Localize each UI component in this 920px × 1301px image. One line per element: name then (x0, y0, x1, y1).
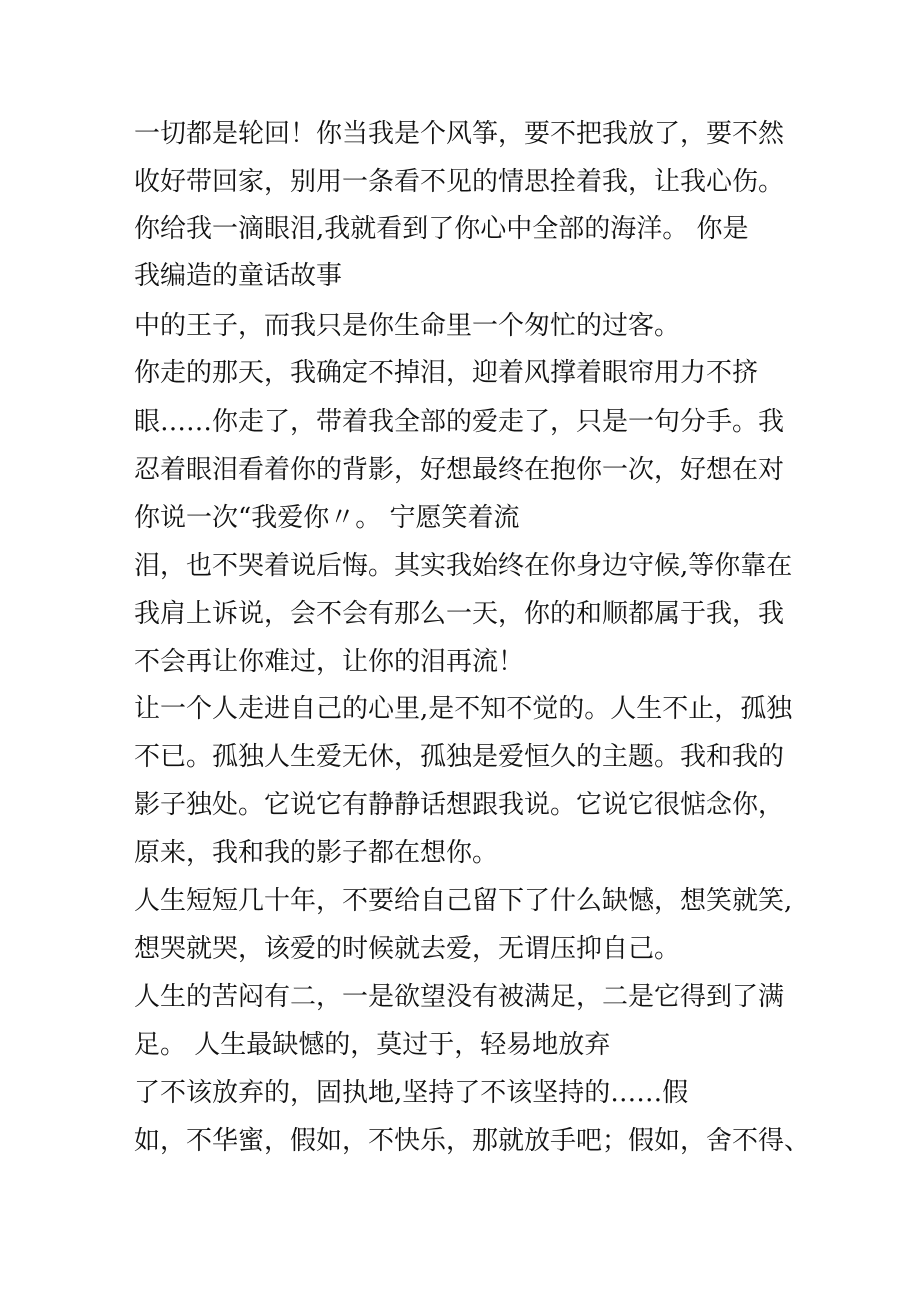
text-line: 收好带回家，别用一条看不见的情思拴着我，让我心伤。 (134, 167, 785, 197)
text-line: 眼……你走了，带着我全部的爱走了，只是一句分手。我 (134, 407, 785, 437)
text-line: 一切都是轮回！你当我是个风筝，要不把我放了，要不然 (134, 119, 785, 149)
text-line: 忍着眼泪看着你的背影，好想最终在抱你一次，好想在对 (134, 455, 785, 485)
text-line: 人生的苦闷有二，一是欲望没有被满足，二是它得到了满 (134, 982, 785, 1012)
text-line: 足。 人生最缺憾的，莫过于，轻易地放弃 (134, 1030, 611, 1060)
text-line: 让一个人走进自己的心里,是不知不觉的。人生不止，孤独 (134, 694, 793, 724)
text-line: 你给我一滴眼泪,我就看到了你心中全部的海洋。 你是 (134, 214, 749, 244)
text-line: 不已。孤独人生爱无休，孤独是爱恒久的主题。我和我的 (134, 742, 785, 772)
text-line: 不会再让你难过，让你的泪再流！ (134, 647, 525, 677)
text-line: 原来，我和我的影子都在想你。 (134, 838, 499, 868)
text-line: 如，不华蜜，假如，不快乐，那就放手吧；假如，舍不得、 (134, 1126, 811, 1156)
text-line: 你说一次“我爱你〃。 宁愿笑着流 (134, 503, 520, 533)
text-line: 中的王子，而我只是你生命里一个匆忙的过客。 (134, 311, 681, 341)
text-line: 泪，也不哭着说后悔。其实我始终在你身边守候,等你靠在 (134, 551, 793, 581)
text-line: 想哭就哭，该爱的时候就去爱，无谓压抑自己。 (134, 934, 681, 964)
text-line: 了不该放弃的，固执地,坚持了不该坚持的……假 (134, 1078, 689, 1108)
text-line: 影子独处。它说它有静静话想跟我说。它说它很惦念你， (134, 790, 785, 820)
text-line: 人生短短几十年，不要给自己留下了什么缺憾，想笑就笑, (134, 886, 793, 916)
text-line: 你走的那天，我确定不掉泪，迎着风撑着眼帘用力不挤 (134, 358, 759, 388)
text-line: 我肩上诉说，会不会有那么一天，你的和顺都属于我，我 (134, 599, 785, 629)
text-line: 我编造的童话故事 (134, 261, 343, 291)
